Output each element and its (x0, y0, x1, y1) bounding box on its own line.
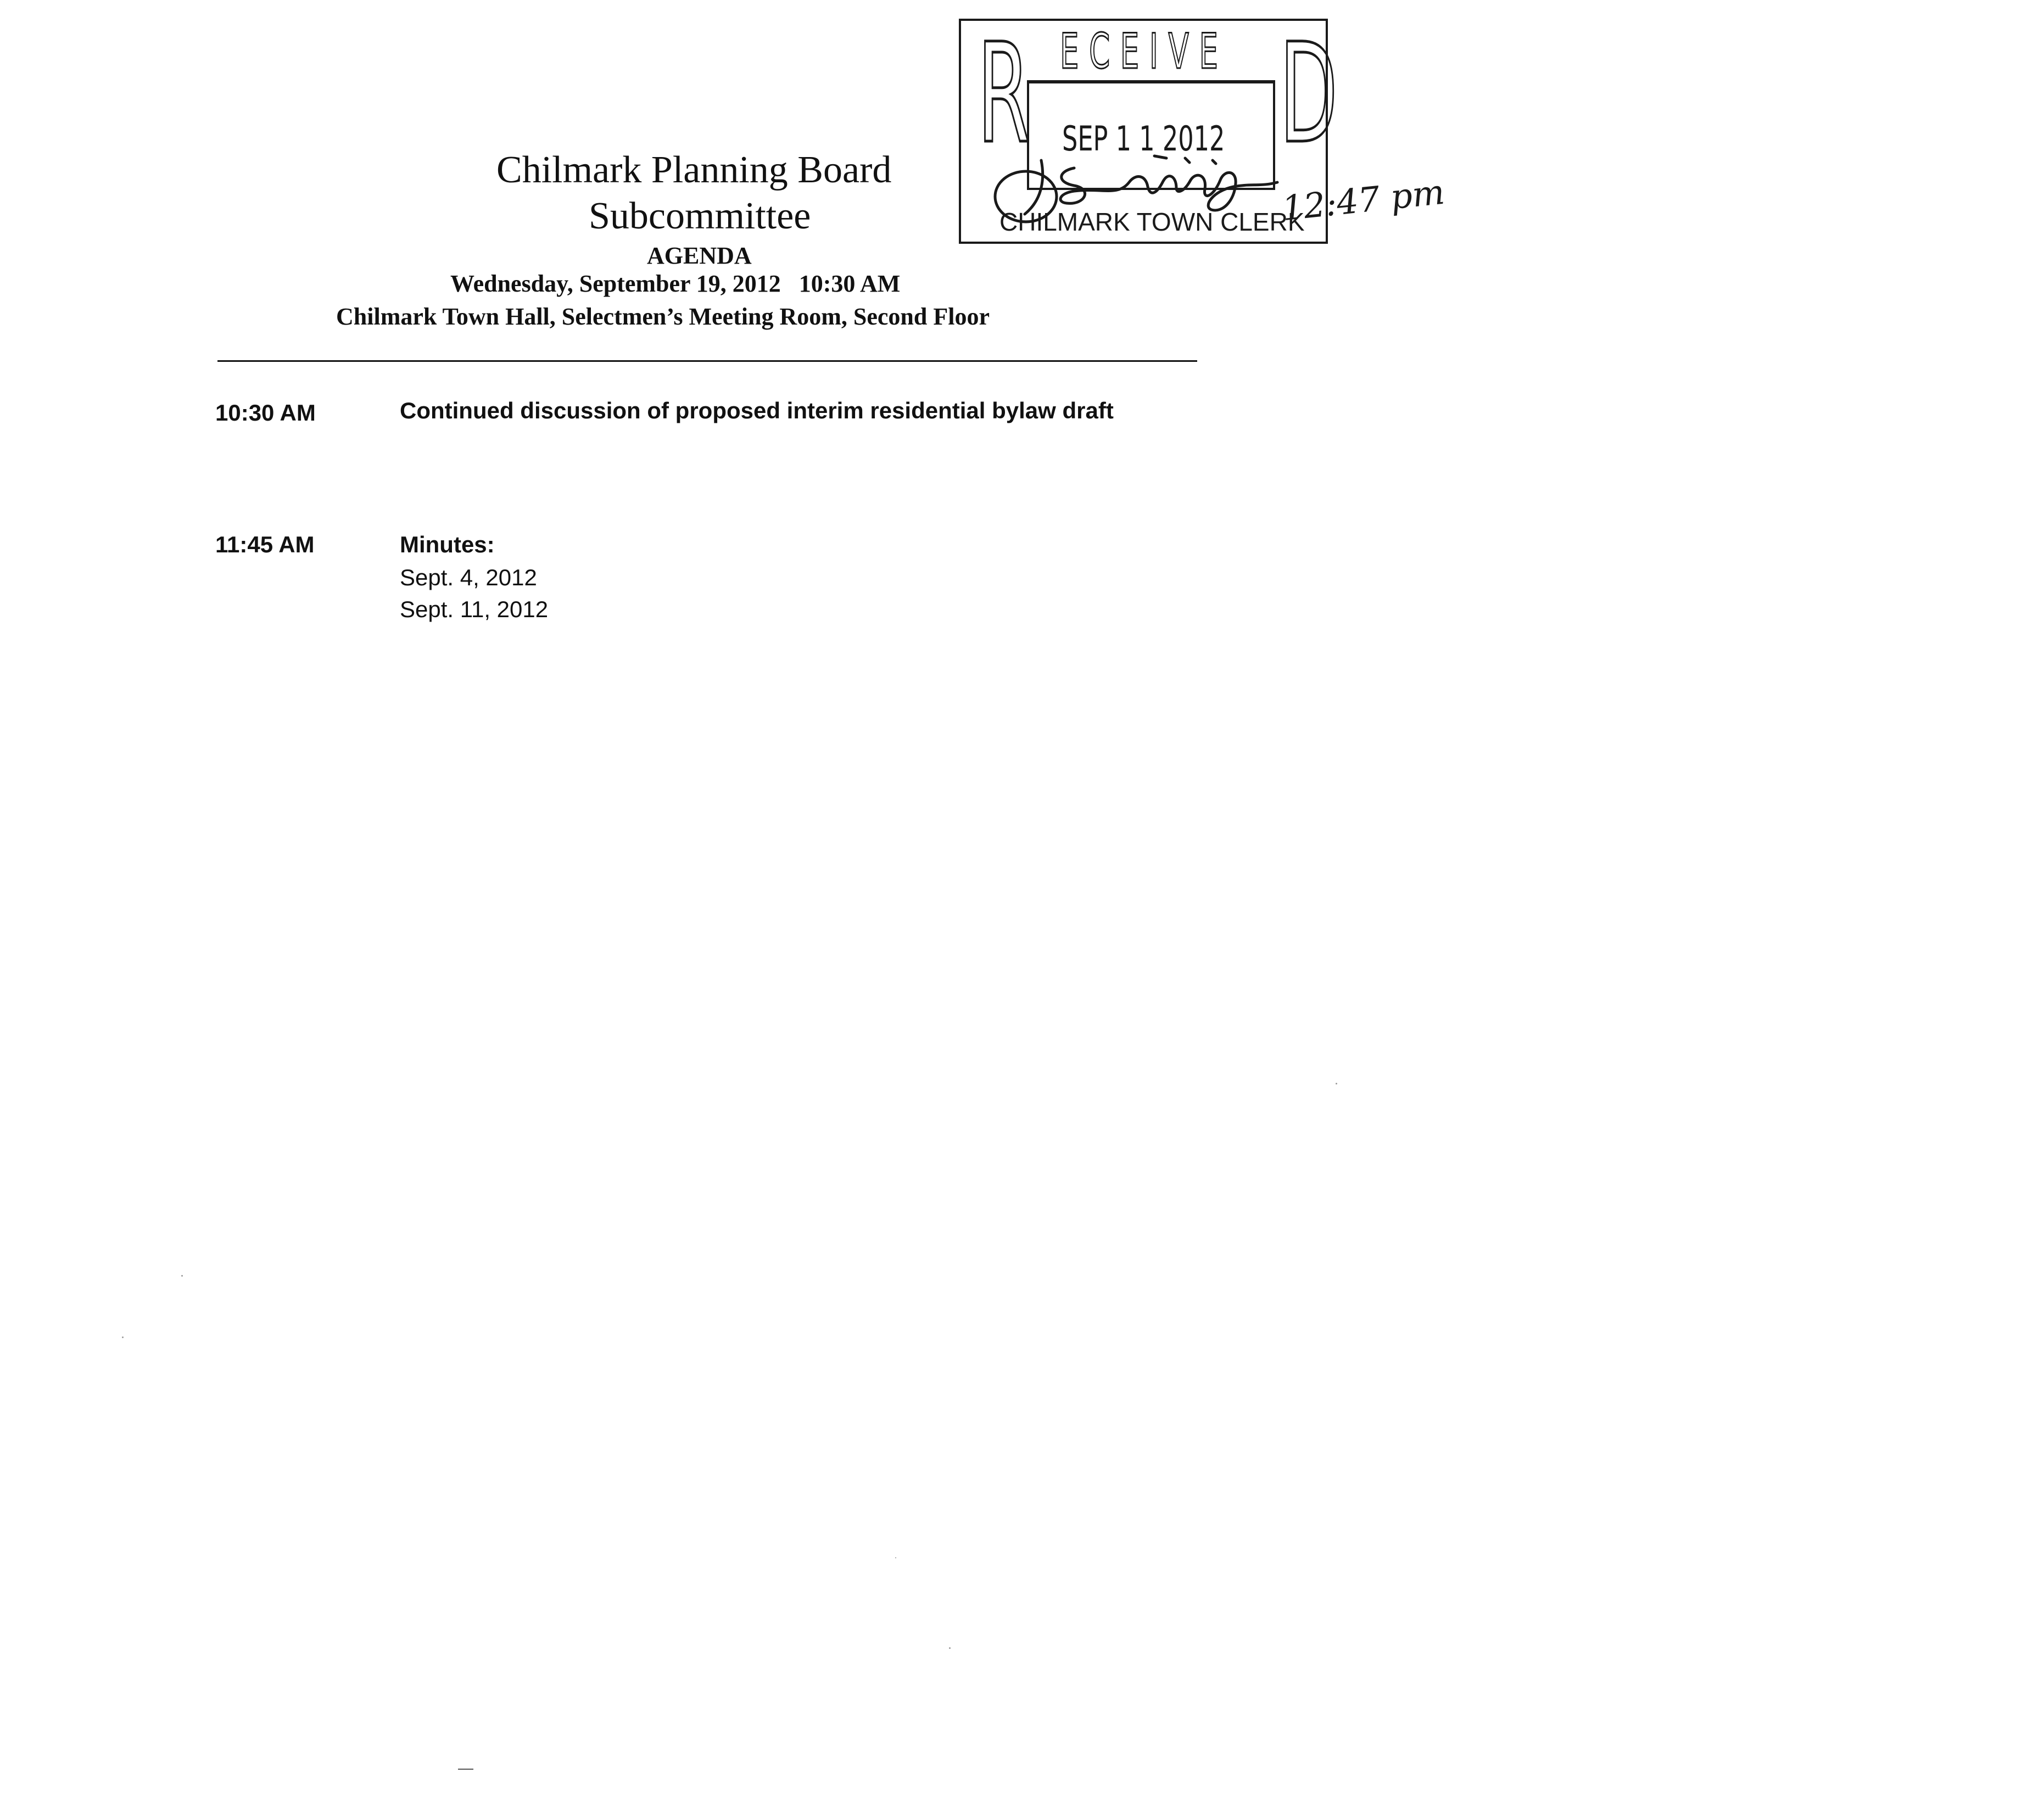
scan-speck (181, 1275, 183, 1277)
board-name: Chilmark Planning Board (496, 149, 892, 191)
agenda-label: AGENDA (647, 242, 752, 269)
scan-speck (949, 1647, 951, 1649)
scan-speck (1336, 1083, 1337, 1084)
header-divider (217, 360, 1197, 362)
meeting-location: Chilmark Town Hall, Selectmen’s Meeting Room, Second Floor (336, 303, 990, 330)
agenda-item-time: 11:45 AM (215, 532, 315, 557)
stamp-letter-r: R (978, 14, 1030, 174)
stamp-letters-middle: ECEIVE (1060, 23, 1228, 80)
stamp-letter-d: D (1280, 14, 1338, 174)
scan-speck (122, 1336, 124, 1338)
scan-speck (895, 1557, 896, 1558)
handwritten-received-time: 12:47 pm (1280, 171, 1447, 229)
agenda-item-time: 10:30 AM (215, 400, 316, 426)
agenda-item-title: Minutes: (400, 532, 495, 557)
meeting-datetime: Wednesday, September 19, 2012 10:30 AM (450, 270, 901, 297)
minutes-date: Sept. 11, 2012 (400, 596, 549, 622)
scan-mark (458, 1769, 473, 1770)
agenda-item-title: Continued discussion of proposed interim residential bylaw draft (400, 398, 1114, 423)
stamp-date: SEP 1 1 2012 (1062, 119, 1225, 159)
subcommittee-title: Subcommittee (589, 195, 811, 237)
stamp-clerk-label: CHILMARK TOWN CLERK (999, 208, 1305, 236)
minutes-date: Sept. 4, 2012 (400, 564, 537, 590)
